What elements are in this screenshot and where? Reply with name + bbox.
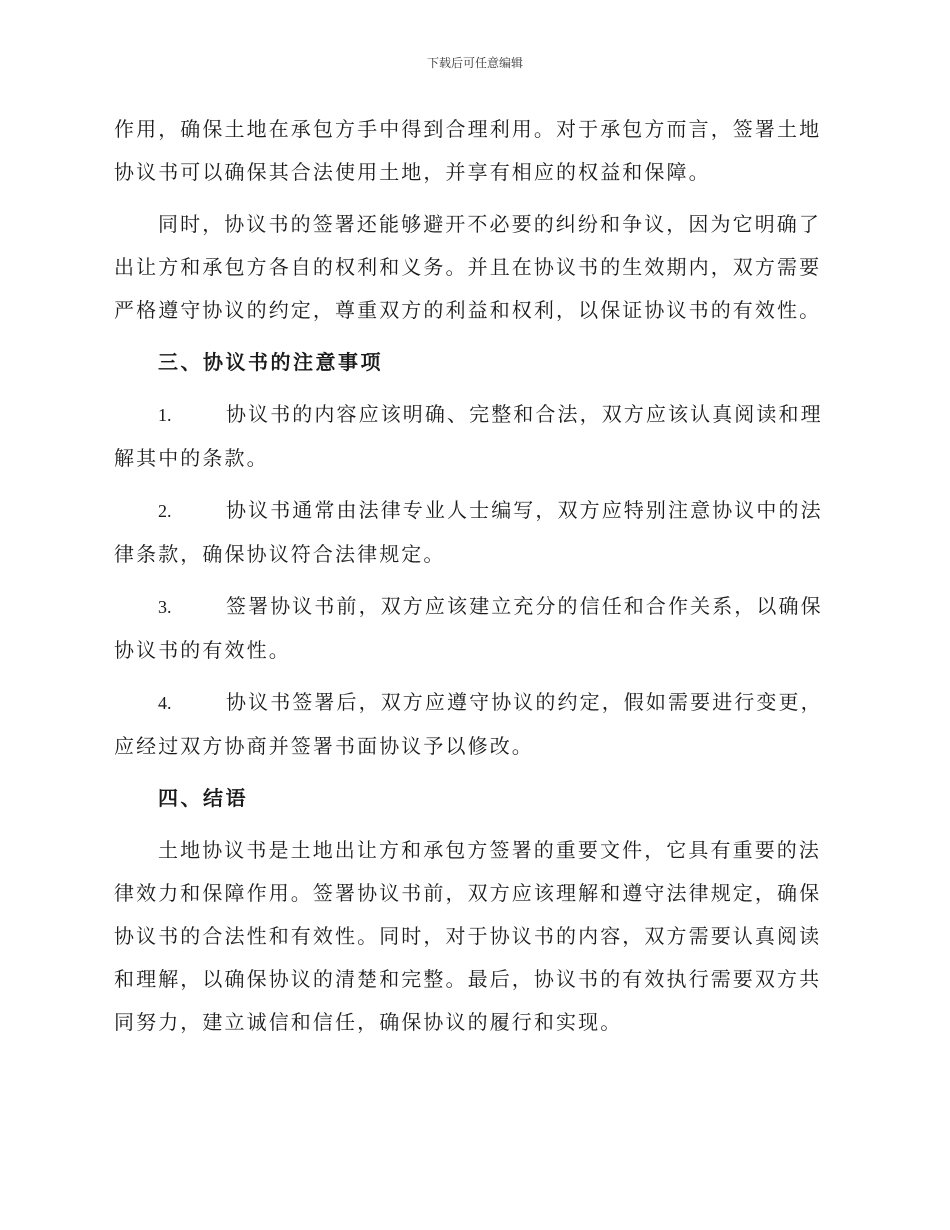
note-text: 协议书通常由法律专业人士编写，双方应特别注意协议中的法律条款，确保协议符合法律规定。 bbox=[114, 498, 823, 566]
note-item bbox=[114, 681, 834, 768]
note-text: 协议书签署后，双方应遵守协议的约定，假如需要进行变更，应经过双方协商并签署书面协议予以修改。 bbox=[114, 690, 823, 758]
note-number: 1. bbox=[158, 405, 172, 425]
section-heading-notes: 三、协议书的注意事项 bbox=[158, 350, 383, 374]
note-number: 4. bbox=[158, 693, 172, 713]
note-text: 协议书的内容应该明确、完整和合法，双方应该认真阅读和理解其中的条款。 bbox=[114, 402, 823, 470]
note-item bbox=[114, 489, 834, 576]
paragraph-agreement-disputes: 同时，协议书的签署还能够避开不必要的纠纷和争议，因为它明确了出让方和承包方各自的权利和义务。并且在协议书的生效期内，双方需要严格遵守协议的约定，尊重双方的利益和权利，以保证协议书的有效性。 bbox=[114, 212, 822, 322]
note-item bbox=[114, 393, 834, 480]
note-text: 签署协议书前，双方应该建立充分的信任和合作关系，以确保协议书的有效性。 bbox=[114, 594, 823, 662]
note-item bbox=[114, 585, 834, 672]
document-body bbox=[114, 108, 834, 1053]
note-number: 3. bbox=[158, 597, 172, 617]
note-number: 2. bbox=[158, 501, 172, 521]
section-heading-conclusion: 四、结语 bbox=[158, 786, 248, 810]
header-note: 下载后可任意编辑 bbox=[426, 56, 523, 70]
paragraph-continued: 作用，确保土地在承包方手中得到合理利用。对于承包方而言，签署土地协议书可以确保其合法使用土地，并享有相应的权益和保障。 bbox=[114, 117, 822, 184]
paragraph-conclusion: 土地协议书是土地出让方和承包方签署的重要文件，它具有重要的法律效力和保障作用。签署协议书前，双方应该理解和遵守法律规定，确保协议书的合法性和有效性。同时，对于协议书的内容，双方需要认真阅读和理解，以确保协议的清楚和完整。最后，协议书的有效执行需要双方共同努力，建立诚信和信任，确保协议的履行和实现。 bbox=[114, 838, 822, 1034]
